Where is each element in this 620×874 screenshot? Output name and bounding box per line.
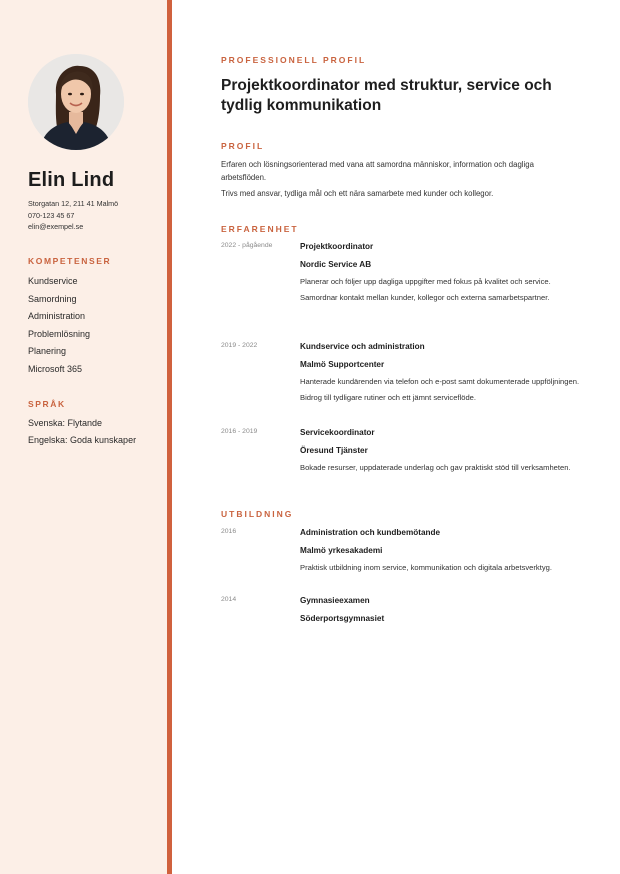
entry-org: Nordic Service AB — [300, 260, 372, 269]
languages-list — [28, 417, 148, 451]
skill-item: Planering — [28, 346, 67, 357]
skill-item: Problemlösning — [28, 328, 91, 339]
address-text: Storgatan 12, 211 41 Malmö — [28, 199, 119, 208]
entry-bullet: Planerar och följer upp dagliga uppgifter med fokus på kvalitet och service. — [300, 277, 551, 286]
skill-item: Samordning — [28, 293, 77, 304]
entry-description — [300, 275, 580, 304]
experience-heading: ERFARENHET — [221, 224, 299, 234]
entry-org: Malmö Supportcenter — [300, 360, 385, 369]
profile-paragraph: Erfaren och lösningsorienterad med vana att samordna människor, information och dagliga arbetsflöden. — [221, 160, 534, 182]
profile-heading: PROFIL — [221, 141, 265, 151]
entry-description — [300, 561, 580, 574]
entry-date: 2022 - pågående — [221, 242, 273, 249]
entry-date: 2019 - 2022 — [221, 342, 258, 349]
section-kicker: PROFESSIONELL PROFIL — [221, 55, 367, 65]
entry-body — [300, 595, 580, 624]
skill-item: Administration — [28, 311, 86, 322]
person-name: Elin Lind — [28, 169, 115, 191]
entry-body — [300, 527, 580, 577]
entry-body — [300, 341, 580, 407]
language-item: Engelska: Goda kunskaper — [28, 435, 137, 445]
email-text: elin@exempel.se — [28, 222, 84, 231]
profile-paragraph: Trivs med ansvar, tydliga mål och ett nära samarbete med kunder och kollegor. — [221, 189, 494, 198]
entry-role: Administration och kundbemötande — [300, 528, 441, 537]
entry-org: Malmö yrkesakademi — [300, 546, 383, 555]
entry-date: 2014 — [221, 596, 237, 603]
profile-text — [221, 158, 581, 203]
skill-item: Kundservice — [28, 276, 78, 286]
entry-role: Servicekoordinator — [300, 428, 375, 437]
entry-bullet: Samordnar kontakt mellan kunder, kollegor och externa samarbetspartner. — [300, 293, 550, 302]
entry-body — [300, 241, 580, 307]
languages-heading: SPRÅK — [28, 399, 66, 409]
entry-body — [300, 427, 580, 477]
avatar — [28, 54, 124, 150]
sidebar — [0, 0, 167, 874]
education-heading: UTBILDNING — [221, 509, 294, 519]
entry-bullet: Bokade resurser, uppdaterade underlag och gav praktiskt stöd till verksamheten. — [300, 463, 571, 472]
skill-item: Microsoft 365 — [28, 363, 83, 374]
entry-description — [300, 375, 580, 404]
language-item: Svenska: Flytande — [28, 418, 103, 428]
entry-role: Projektkoordinator — [300, 242, 374, 251]
entry-bullet: Praktisk utbildning inom service, kommunikation och digitala arbetsverktyg. — [300, 563, 552, 572]
page-title: Projektkoordinator med struktur, service och tydlig kommunikation — [221, 77, 552, 114]
phone-text: 070-123 45 67 — [28, 210, 75, 220]
skills-heading: KOMPETENSER — [28, 256, 112, 266]
entry-description — [300, 461, 580, 474]
entry-bullet: Bidrog till tydligare rutiner och ett jämnt serviceflöde. — [300, 393, 477, 402]
accent-divider — [167, 0, 172, 874]
entry-bullet: Hanterade kundärenden via telefon och e-post samt dokumenterade uppföljningen. — [300, 377, 580, 386]
entry-date: 2016 — [221, 528, 237, 535]
contact-block — [28, 198, 118, 233]
entry-role: Gymnasieexamen — [300, 596, 370, 605]
entry-org: Öresund Tjänster — [300, 446, 368, 455]
entry-date: 2016 - 2019 — [221, 428, 258, 435]
entry-role: Kundservice och administration — [300, 342, 425, 351]
skills-list — [28, 275, 90, 381]
entry-org: Söderportsgymnasiet — [300, 614, 385, 623]
